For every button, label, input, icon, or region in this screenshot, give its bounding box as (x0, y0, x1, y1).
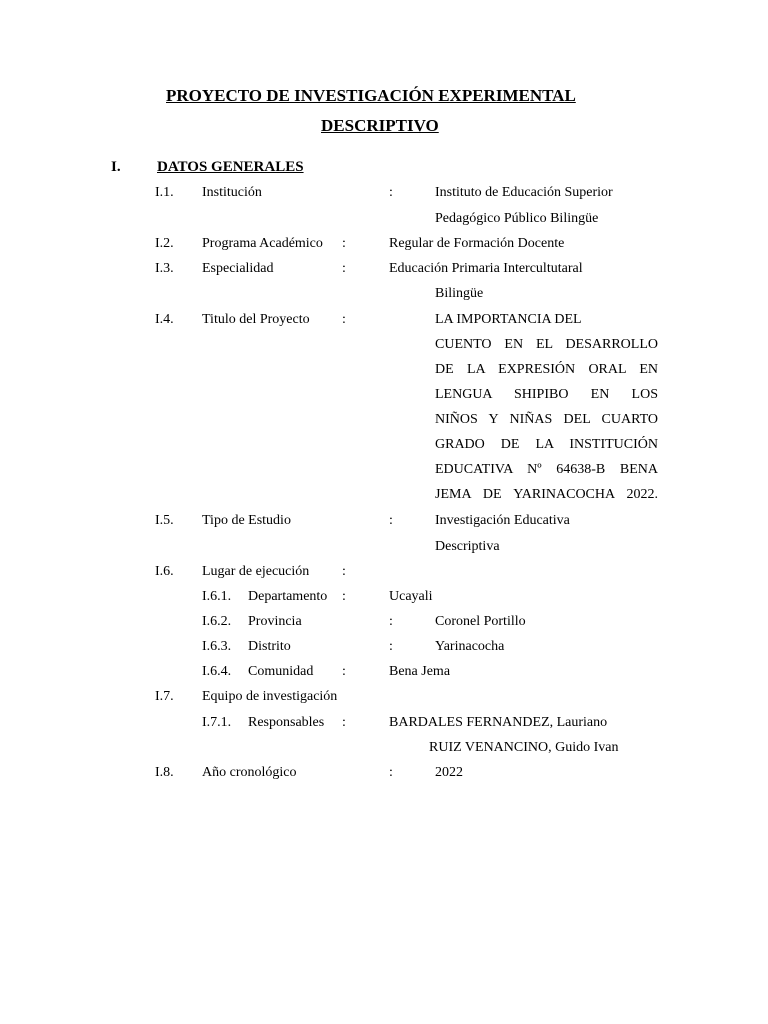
item-separator: : (342, 589, 346, 604)
item-number: I.5. (155, 513, 174, 528)
project-title-line: LA IMPORTANCIA DEL (435, 312, 582, 327)
subitem-value: Ucayali (389, 589, 433, 604)
item-separator: : (342, 715, 346, 730)
subitem-number: I.6.4. (202, 664, 232, 679)
item-value: Educación Primaria Intercultutaral (389, 261, 583, 276)
responsible-name: RUIZ VENANCINO, Guido Ivan (429, 740, 619, 755)
project-title-line: CUENTO EN EL DESARROLLO (435, 337, 658, 352)
subitem-label: Distrito (248, 639, 291, 654)
subitem-value: Bena Jema (389, 664, 451, 679)
item-number: I.4. (155, 312, 174, 327)
document-title-line-2: DESCRIPTIVO (321, 116, 439, 135)
item-label: Tipo de Estudio (202, 513, 291, 528)
project-title-line: JEMA DE YARINACOCHA 2022. (435, 487, 658, 502)
item-value: Instituto de Educación Superior (435, 185, 613, 200)
item-label: Institución (202, 185, 262, 200)
item-separator: : (342, 664, 346, 679)
subitem-label: Departamento (248, 589, 328, 604)
item-separator: : (389, 185, 393, 200)
project-title-line: EDUCATIVA Nº 64638-B BENA (435, 462, 658, 477)
subitem-number: I.6.1. (202, 589, 232, 604)
item-separator: : (389, 639, 393, 654)
item-number: I.2. (155, 236, 174, 251)
item-number: I.7. (155, 689, 174, 704)
subitem-label: Provincia (248, 614, 302, 629)
item-number: I.1. (155, 185, 174, 200)
document-title-line-1: PROYECTO DE INVESTIGACIÓN EXPERIMENTAL (166, 86, 576, 105)
item-separator: : (342, 261, 346, 276)
section-heading: DATOS GENERALES (157, 159, 304, 175)
item-separator: : (342, 564, 346, 579)
subitem-label: Comunidad (248, 664, 314, 679)
project-title-line: NIÑOS Y NIÑAS DEL CUARTO (435, 412, 658, 427)
responsible-name: BARDALES FERNANDEZ, Lauriano (389, 715, 608, 730)
item-value: Pedagógico Público Bilingüe (435, 211, 599, 226)
item-value: Regular de Formación Docente (389, 236, 565, 251)
project-title-line: GRADO DE LA INSTITUCIÓN (435, 437, 658, 452)
subitem-value: Coronel Portillo (435, 614, 526, 629)
item-label: Equipo de investigación (202, 689, 338, 704)
item-separator: : (342, 236, 346, 251)
item-label: Especialidad (202, 261, 274, 276)
item-value: Investigación Educativa (435, 513, 570, 528)
item-separator: : (342, 312, 346, 327)
item-separator: : (389, 513, 393, 528)
item-value: Descriptiva (435, 539, 500, 554)
subitem-number: I.6.2. (202, 614, 232, 629)
subitem-label: Responsables (248, 715, 325, 730)
project-title-line: DE LA EXPRESIÓN ORAL EN (435, 362, 658, 377)
item-label: Lugar de ejecución (202, 564, 310, 579)
item-label: Programa Académico (202, 236, 323, 251)
project-title-line: LENGUA SHIPIBO EN LOS (435, 387, 658, 402)
item-number: I.8. (155, 765, 174, 780)
item-number: I.6. (155, 564, 174, 579)
item-label: Año cronológico (202, 765, 297, 780)
subitem-number: I.6.3. (202, 639, 232, 654)
item-number: I.3. (155, 261, 174, 276)
item-label: Titulo del Proyecto (202, 312, 310, 327)
item-separator: : (389, 614, 393, 629)
section-number: I. (111, 159, 121, 175)
subitem-number: I.7.1. (202, 715, 232, 730)
item-value: 2022 (435, 765, 463, 780)
item-value: Bilingüe (435, 286, 484, 301)
item-separator: : (389, 765, 393, 780)
subitem-value: Yarinacocha (435, 639, 505, 654)
